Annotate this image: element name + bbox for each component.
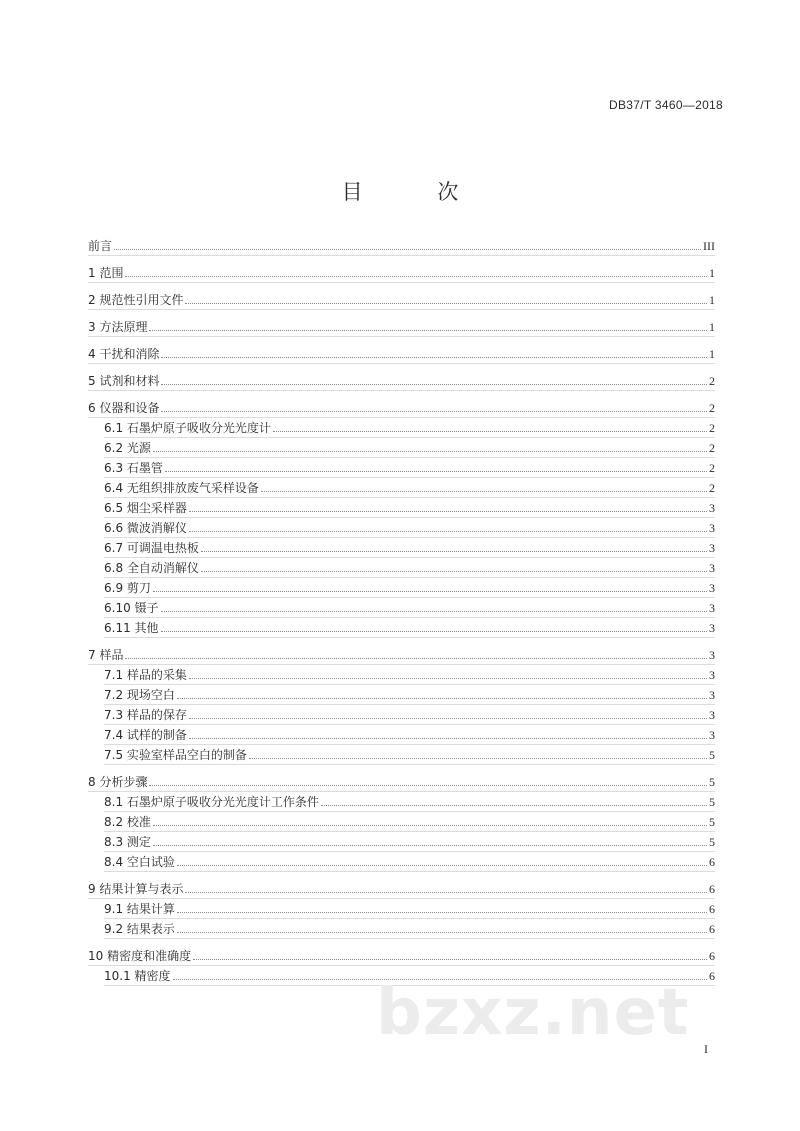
toc-entry-page: 3 xyxy=(709,648,715,662)
toc-entry[interactable] xyxy=(104,598,715,618)
toc-entry-page: 6 xyxy=(709,949,715,963)
watermark: bzxz.net xyxy=(376,976,690,1050)
toc-dot-leader xyxy=(189,738,707,739)
toc-entry[interactable] xyxy=(88,398,715,418)
toc-entry-page: 1 xyxy=(709,266,715,280)
toc-entry-label: 6.2 光源 xyxy=(104,441,151,455)
toc-entry-label: 9.1 结果计算 xyxy=(104,902,175,916)
page-title: 目 次 xyxy=(341,180,493,204)
toc-entry[interactable] xyxy=(88,236,715,256)
toc-entry-page: 3 xyxy=(709,521,715,535)
toc-entry[interactable] xyxy=(104,812,715,832)
toc-entry-label: 7.5 实验室样品空白的制备 xyxy=(104,748,247,762)
toc-dot-leader xyxy=(153,451,707,452)
toc-underline xyxy=(104,764,715,765)
toc-dot-leader xyxy=(165,471,707,472)
toc-entry-label: 前言 xyxy=(88,239,113,253)
toc-dot-leader xyxy=(161,611,707,612)
toc-entry-label: 6.4 无组织排放废气采样设备 xyxy=(104,481,259,495)
toc-dot-leader xyxy=(161,357,707,358)
toc-dot-leader xyxy=(189,718,707,719)
toc-entry-label: 1 范围 xyxy=(88,266,124,280)
toc-dot-leader xyxy=(125,276,707,277)
toc-dot-leader xyxy=(189,678,707,679)
toc-dot-leader xyxy=(153,825,707,826)
toc-dot-leader xyxy=(189,531,707,532)
toc-entry[interactable] xyxy=(104,745,715,765)
toc-entry-page: 3 xyxy=(709,728,715,742)
toc-entry[interactable] xyxy=(104,558,715,578)
toc-entry-page: 2 xyxy=(709,441,715,455)
table-of-contents xyxy=(88,236,715,986)
toc-entry-page: 6 xyxy=(709,969,715,983)
toc-entry[interactable] xyxy=(104,919,715,939)
toc-entry-page: 2 xyxy=(709,421,715,435)
toc-entry-label: 8.4 空白试验 xyxy=(104,855,175,869)
toc-entry[interactable] xyxy=(104,578,715,598)
toc-entry-page: III xyxy=(703,239,715,253)
toc-entry[interactable] xyxy=(104,852,715,872)
toc-entry[interactable] xyxy=(88,645,715,665)
toc-entry-page: 6 xyxy=(709,855,715,869)
toc-entry-label: 6 仪器和设备 xyxy=(88,401,160,415)
toc-entry-label: 10 精密度和准确度 xyxy=(88,949,192,963)
toc-entry-label: 2 规范性引用文件 xyxy=(88,293,184,307)
toc-entry-label: 6.8 全自动消解仪 xyxy=(104,561,199,575)
toc-entry[interactable] xyxy=(104,665,715,685)
toc-entry-label: 6.6 微波消解仪 xyxy=(104,521,187,535)
toc-entry-label: 8.1 石墨炉原子吸收分光光度计工作条件 xyxy=(104,795,319,809)
toc-underline xyxy=(88,309,715,310)
toc-entry-label: 9 结果计算与表示 xyxy=(88,882,184,896)
toc-entry-page: 3 xyxy=(709,708,715,722)
toc-entry-label: 6.1 石墨炉原子吸收分光光度计 xyxy=(104,421,271,435)
toc-dot-leader xyxy=(261,491,707,492)
toc-underline xyxy=(104,938,715,939)
toc-dot-leader xyxy=(201,551,707,552)
toc-dot-leader xyxy=(177,865,707,866)
toc-entry[interactable] xyxy=(104,832,715,852)
toc-dot-leader xyxy=(249,758,707,759)
toc-entry[interactable] xyxy=(88,371,715,391)
toc-entry-page: 3 xyxy=(709,601,715,615)
toc-entry-label: 6.9 剪刀 xyxy=(104,581,151,595)
toc-entry-label: 6.5 烟尘采样器 xyxy=(104,501,187,515)
toc-entry-label: 7 样品 xyxy=(88,648,124,662)
toc-entry[interactable] xyxy=(88,290,715,310)
toc-underline xyxy=(104,871,715,872)
toc-dot-leader xyxy=(161,384,707,385)
toc-dot-leader xyxy=(161,631,707,632)
toc-entry-label: 10.1 精密度 xyxy=(104,969,171,983)
toc-entry[interactable] xyxy=(88,263,715,283)
toc-entry-label: 6.10 镊子 xyxy=(104,601,159,615)
toc-entry-label: 6.7 可调温电热板 xyxy=(104,541,199,555)
toc-entry[interactable] xyxy=(104,418,715,438)
toc-entry-page: 1 xyxy=(709,347,715,361)
toc-dot-leader xyxy=(149,785,707,786)
toc-entry[interactable] xyxy=(104,792,715,812)
toc-dot-leader xyxy=(125,658,707,659)
toc-entry-page: 5 xyxy=(709,835,715,849)
toc-entry[interactable] xyxy=(88,772,715,792)
toc-entry[interactable] xyxy=(104,438,715,458)
toc-entry-page: 3 xyxy=(709,561,715,575)
toc-entry-page: 6 xyxy=(709,882,715,896)
toc-entry-page: 3 xyxy=(709,621,715,635)
toc-entry-label: 8 分析步骤 xyxy=(88,775,148,789)
toc-dot-leader xyxy=(153,591,707,592)
toc-entry-label: 8.2 校准 xyxy=(104,815,151,829)
toc-dot-leader xyxy=(193,959,707,960)
toc-entry-label: 7.4 试样的制备 xyxy=(104,728,187,742)
toc-entry[interactable] xyxy=(88,344,715,364)
toc-dot-leader xyxy=(149,330,707,331)
toc-entry[interactable] xyxy=(88,946,715,966)
toc-dot-leader xyxy=(185,892,707,893)
toc-entry-label: 4 干扰和消除 xyxy=(88,347,160,361)
toc-entry[interactable] xyxy=(88,879,715,899)
toc-dot-leader xyxy=(177,698,707,699)
toc-dot-leader xyxy=(189,511,707,512)
toc-entry-page: 5 xyxy=(709,748,715,762)
toc-entry-page: 5 xyxy=(709,815,715,829)
toc-entry-page: 2 xyxy=(709,461,715,475)
toc-entry-page: 3 xyxy=(709,668,715,682)
toc-entry-page: 2 xyxy=(709,481,715,495)
toc-entry-page: 3 xyxy=(709,501,715,515)
toc-entry[interactable] xyxy=(104,618,715,638)
toc-entry[interactable] xyxy=(104,538,715,558)
toc-entry-label: 3 方法原理 xyxy=(88,320,148,334)
toc-entry-page: 6 xyxy=(709,902,715,916)
toc-underline xyxy=(104,637,715,638)
toc-entry-label: 7.3 样品的保存 xyxy=(104,708,187,722)
toc-dot-leader xyxy=(177,932,707,933)
toc-entry-page: 3 xyxy=(709,688,715,702)
toc-dot-leader xyxy=(161,411,707,412)
toc-entry[interactable] xyxy=(104,498,715,518)
toc-entry[interactable] xyxy=(104,705,715,725)
toc-entry-label: 9.2 结果表示 xyxy=(104,922,175,936)
toc-underline xyxy=(88,390,715,391)
toc-entry-label: 6.3 石墨管 xyxy=(104,461,163,475)
toc-dot-leader xyxy=(201,571,707,572)
toc-entry-page: 5 xyxy=(709,795,715,809)
toc-entry-label: 7.2 现场空白 xyxy=(104,688,175,702)
toc-entry-page: 1 xyxy=(709,293,715,307)
toc-dot-leader xyxy=(114,249,701,250)
toc-entry-page: 2 xyxy=(709,401,715,415)
toc-entry-page: 5 xyxy=(709,775,715,789)
toc-entry-page: 2 xyxy=(709,374,715,388)
toc-entry[interactable] xyxy=(88,317,715,337)
toc-underline xyxy=(88,363,715,364)
toc-dot-leader xyxy=(185,303,707,304)
toc-entry-label: 7.1 样品的采集 xyxy=(104,668,187,682)
document-code: DB37/T 3460—2018 xyxy=(609,98,723,112)
toc-dot-leader xyxy=(153,845,707,846)
toc-entry[interactable] xyxy=(104,899,715,919)
toc-entry-label: 5 试剂和材料 xyxy=(88,374,160,388)
toc-entry-page: 3 xyxy=(709,541,715,555)
toc-underline xyxy=(88,255,715,256)
toc-dot-leader xyxy=(177,912,707,913)
toc-entry[interactable] xyxy=(104,518,715,538)
toc-entry[interactable] xyxy=(104,725,715,745)
toc-entry[interactable] xyxy=(104,685,715,705)
toc-entry-page: 3 xyxy=(709,581,715,595)
toc-underline xyxy=(88,336,715,337)
toc-entry-page: 6 xyxy=(709,922,715,936)
toc-entry-label: 6.11 其他 xyxy=(104,621,159,635)
toc-entry[interactable] xyxy=(104,458,715,478)
toc-underline xyxy=(88,282,715,283)
page-number: I xyxy=(704,1042,708,1056)
toc-dot-leader xyxy=(273,431,707,432)
toc-entry[interactable] xyxy=(104,478,715,498)
toc-dot-leader xyxy=(321,805,707,806)
toc-entry-page: 1 xyxy=(709,320,715,334)
toc-entry-label: 8.3 测定 xyxy=(104,835,151,849)
